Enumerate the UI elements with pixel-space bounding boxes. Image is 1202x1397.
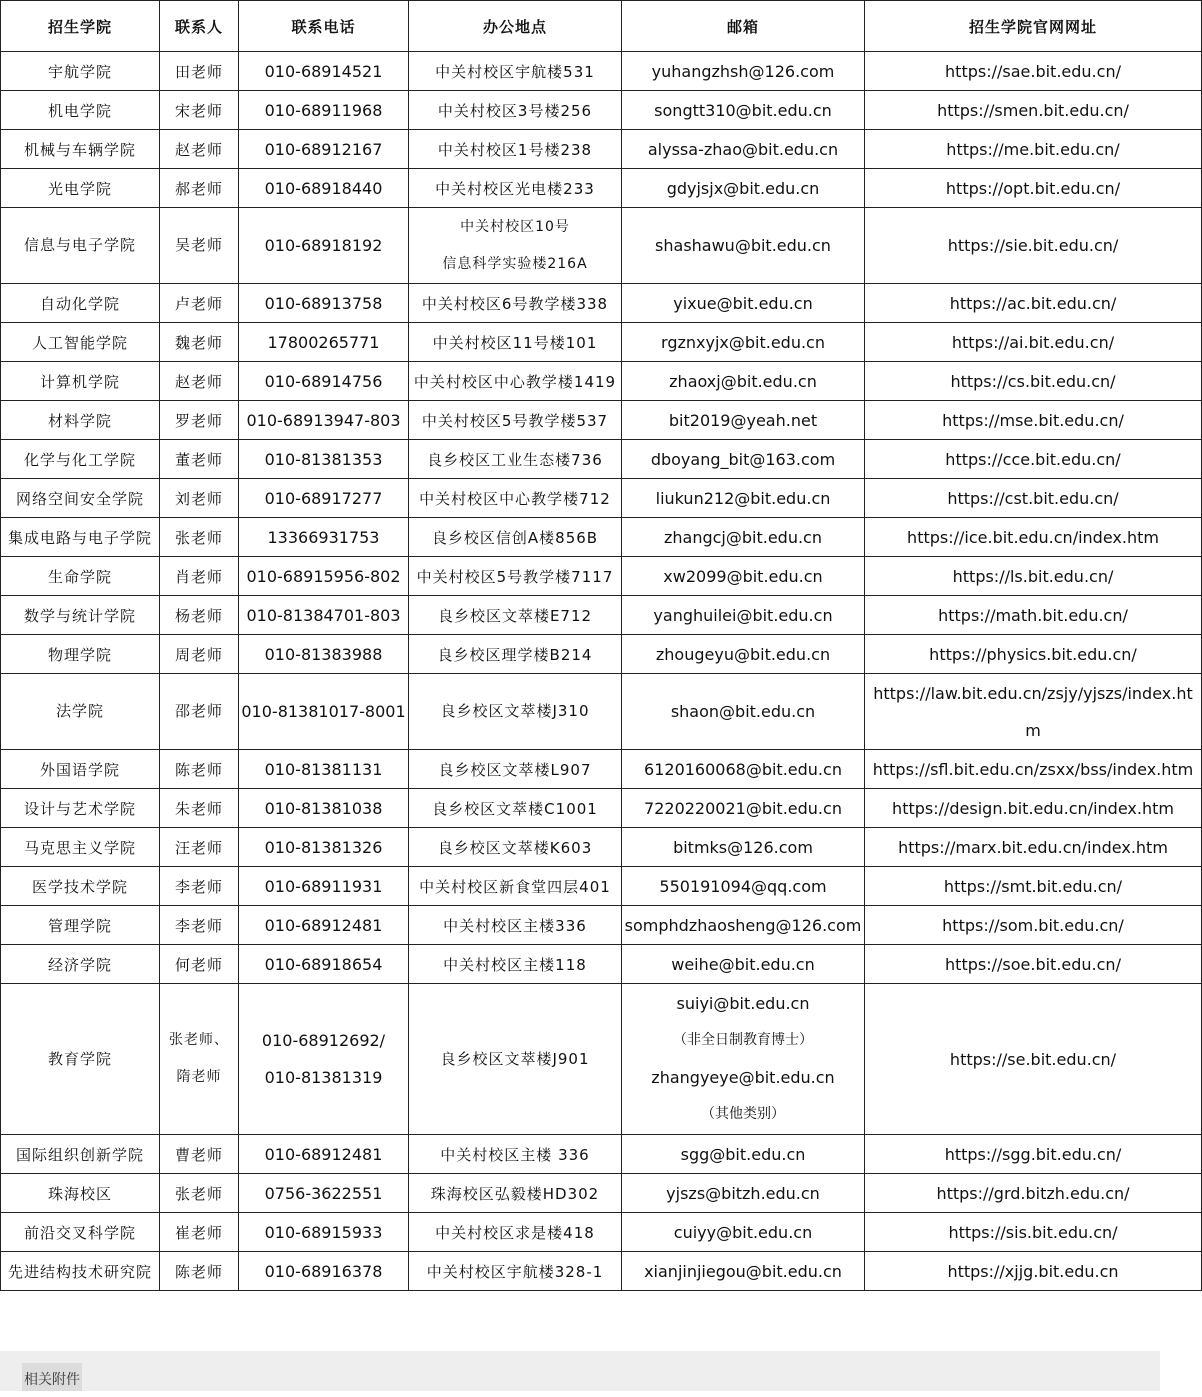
- college-cell: 集成电路与电子学院: [1, 518, 160, 557]
- contact-cell: 邵老师: [160, 674, 239, 750]
- college-cell: 机电学院: [1, 91, 160, 130]
- office-cell: 中关村校区5号教学楼7117: [409, 557, 622, 596]
- email-cell[interactable]: zhougeyu@bit.edu.cn: [622, 635, 865, 674]
- office-cell: 中关村校区11号楼101: [409, 323, 622, 362]
- table-row: [1, 362, 1202, 401]
- college-cell: 物理学院: [1, 635, 160, 674]
- website-cell[interactable]: https://cst.bit.edu.cn/: [865, 479, 1202, 518]
- website-cell[interactable]: https://ai.bit.edu.cn/: [865, 323, 1202, 362]
- phone-cell: 17800265771: [239, 323, 409, 362]
- email-cell[interactable]: yjszs@bitzh.edu.cn: [622, 1174, 865, 1213]
- office-cell: 良乡校区文萃楼L907: [409, 750, 622, 789]
- website-cell[interactable]: https://cce.bit.edu.cn/: [865, 440, 1202, 479]
- college-cell: 前沿交叉科学院: [1, 1213, 160, 1252]
- table-row: [1, 169, 1202, 208]
- contact-cell: 赵老师: [160, 130, 239, 169]
- table-row: [1, 789, 1202, 828]
- header-email: 邮箱: [622, 1, 865, 52]
- table-row: [1, 867, 1202, 906]
- email-cell[interactable]: weihe@bit.edu.cn: [622, 945, 865, 984]
- email-note: （非全日制教育博士）: [673, 1032, 813, 1048]
- college-cell: 生命学院: [1, 557, 160, 596]
- table-row: [1, 906, 1202, 945]
- college-cell: 教育学院: [1, 984, 160, 1135]
- college-cell: 计算机学院: [1, 362, 160, 401]
- table-row: [1, 208, 1202, 284]
- contact-cell: 赵老师: [160, 362, 239, 401]
- phone-cell: 010-68912481: [239, 1135, 409, 1174]
- email-cell[interactable]: zhangcj@bit.edu.cn: [622, 518, 865, 557]
- college-cell: 珠海校区: [1, 1174, 160, 1213]
- header-college: 招生学院: [1, 1, 160, 52]
- table-row: [1, 674, 1202, 750]
- email-cell[interactable]: shaon@bit.edu.cn: [622, 674, 865, 750]
- website-cell[interactable]: https://design.bit.edu.cn/index.htm: [865, 789, 1202, 828]
- email-cell[interactable]: yanghuilei@bit.edu.cn: [622, 596, 865, 635]
- email-cell[interactable]: shashawu@bit.edu.cn: [622, 208, 865, 284]
- table-row: [1, 401, 1202, 440]
- phone-cell: 010-68916378: [239, 1252, 409, 1291]
- contact-cell: 曹老师: [160, 1135, 239, 1174]
- contact-cell: 刘老师: [160, 479, 239, 518]
- office-cell: [409, 208, 622, 284]
- website-cell[interactable]: https://ice.bit.edu.cn/index.htm: [865, 518, 1202, 557]
- email-cell[interactable]: yixue@bit.edu.cn: [622, 284, 865, 323]
- email-cell[interactable]: liukun212@bit.edu.cn: [622, 479, 865, 518]
- phone-line: 010-68912692/: [261, 1031, 386, 1050]
- phone-cell: 010-68912481: [239, 906, 409, 945]
- email-cell[interactable]: yuhangzhsh@126.com: [622, 52, 865, 91]
- office-cell: 中关村校区主楼118: [409, 945, 622, 984]
- header-office: 办公地点: [409, 1, 622, 52]
- website-line: https://law.bit.edu.cn/zsjy/yjszs/index.ht: [873, 683, 1193, 703]
- website-cell[interactable]: https://mse.bit.edu.cn/: [865, 401, 1202, 440]
- table-row: [1, 596, 1202, 635]
- college-cell: 经济学院: [1, 945, 160, 984]
- header-contact: 联系人: [160, 1, 239, 52]
- phone-cell: 010-81383988: [239, 635, 409, 674]
- website-cell[interactable]: https://ac.bit.edu.cn/: [865, 284, 1202, 323]
- contact-cell: 李老师: [160, 906, 239, 945]
- website-cell[interactable]: https://physics.bit.edu.cn/: [865, 635, 1202, 674]
- table-row: [1, 1174, 1202, 1213]
- college-cell: 人工智能学院: [1, 323, 160, 362]
- email-note: （其他类别）: [701, 1106, 785, 1122]
- table-row: [1, 130, 1202, 169]
- office-cell: 中关村校区6号教学楼338: [409, 284, 622, 323]
- phone-cell: 010-68911931: [239, 867, 409, 906]
- email-cell[interactable]: [622, 984, 865, 1135]
- office-cell: 中关村校区求是楼418: [409, 1213, 622, 1252]
- contact-cell: 李老师: [160, 867, 239, 906]
- college-cell: 光电学院: [1, 169, 160, 208]
- phone-cell: 010-68915933: [239, 1213, 409, 1252]
- contact-cell: 朱老师: [160, 789, 239, 828]
- website-cell[interactable]: https://sae.bit.edu.cn/: [865, 52, 1202, 91]
- phone-cell: 13366931753: [239, 518, 409, 557]
- table-row: [1, 91, 1202, 130]
- table-row: [1, 1252, 1202, 1291]
- email-cell[interactable]: xianjinjiegou@bit.edu.cn: [622, 1252, 865, 1291]
- table-row: [1, 52, 1202, 91]
- table-row: [1, 984, 1202, 1135]
- phone-cell: 010-68913758: [239, 284, 409, 323]
- attachments-label[interactable]: 相关附件: [22, 1363, 82, 1391]
- office-cell: 良乡校区信创A楼856B: [409, 518, 622, 557]
- website-cell[interactable]: https://grd.bitzh.edu.cn/: [865, 1174, 1202, 1213]
- website-cell[interactable]: https://me.bit.edu.cn/: [865, 130, 1202, 169]
- office-cell: 中关村校区宇航楼328-1: [409, 1252, 622, 1291]
- college-cell: 宇航学院: [1, 52, 160, 91]
- contact-cell: 杨老师: [160, 596, 239, 635]
- phone-cell: 010-68918654: [239, 945, 409, 984]
- phone-cell: 010-81381326: [239, 828, 409, 867]
- contact-cell: 魏老师: [160, 323, 239, 362]
- table-row: [1, 828, 1202, 867]
- office-cell: 珠海校区弘毅楼HD302: [409, 1174, 622, 1213]
- contact-cell: 汪老师: [160, 828, 239, 867]
- college-cell: 国际组织创新学院: [1, 1135, 160, 1174]
- website-cell[interactable]: https://ls.bit.edu.cn/: [865, 557, 1202, 596]
- college-cell: 数学与统计学院: [1, 596, 160, 635]
- phone-cell: 010-68911968: [239, 91, 409, 130]
- office-line: 中关村校区10号: [460, 218, 570, 235]
- contact-cell: 肖老师: [160, 557, 239, 596]
- office-cell: 良乡校区文萃楼C1001: [409, 789, 622, 828]
- office-cell: 中关村校区中心教学楼1419: [409, 362, 622, 401]
- contact-cell: 张老师: [160, 518, 239, 557]
- email-cell[interactable]: bitmks@126.com: [622, 828, 865, 867]
- table-row: [1, 440, 1202, 479]
- contact-cell: 郝老师: [160, 169, 239, 208]
- email-cell[interactable]: 6120160068@bit.edu.cn: [622, 750, 865, 789]
- office-cell: 中关村校区主楼336: [409, 906, 622, 945]
- header-website: 招生学院官网网址: [865, 1, 1202, 52]
- office-cell: 良乡校区文萃楼K603: [409, 828, 622, 867]
- office-cell: 中关村校区光电楼233: [409, 169, 622, 208]
- email-cell[interactable]: somphdzhaosheng@126.com: [622, 906, 865, 945]
- website-cell[interactable]: https://sie.bit.edu.cn/: [865, 208, 1202, 284]
- email-cell[interactable]: 7220220021@bit.edu.cn: [622, 789, 865, 828]
- website-line: m: [1025, 720, 1041, 740]
- website-cell[interactable]: https://sgg.bit.edu.cn/: [865, 1135, 1202, 1174]
- phone-cell: 0756-3622551: [239, 1174, 409, 1213]
- contact-cell: 张老师: [160, 1174, 239, 1213]
- contact-cell: 罗老师: [160, 401, 239, 440]
- contact-cell: 崔老师: [160, 1213, 239, 1252]
- contact-cell: 田老师: [160, 52, 239, 91]
- table-row: [1, 323, 1202, 362]
- table-header-row: [1, 1, 1202, 52]
- phone-cell: 010-68918440: [239, 169, 409, 208]
- phone-line: 010-81381319: [264, 1068, 383, 1087]
- contact-cell: 陈老师: [160, 1252, 239, 1291]
- table-row: [1, 518, 1202, 557]
- website-cell[interactable]: https://sis.bit.edu.cn/: [865, 1213, 1202, 1252]
- phone-cell: 010-68914756: [239, 362, 409, 401]
- website-cell[interactable]: https://smen.bit.edu.cn/: [865, 91, 1202, 130]
- email-line[interactable]: zhangyeye@bit.edu.cn: [651, 1068, 835, 1087]
- phone-cell: 010-68917277: [239, 479, 409, 518]
- phone-cell: 010-81381038: [239, 789, 409, 828]
- college-cell: 自动化学院: [1, 284, 160, 323]
- email-cell[interactable]: gdyjsjx@bit.edu.cn: [622, 169, 865, 208]
- office-cell: 良乡校区工业生态楼736: [409, 440, 622, 479]
- phone-cell: [239, 984, 409, 1135]
- email-cell[interactable]: 550191094@qq.com: [622, 867, 865, 906]
- header-phone: 联系电话: [239, 1, 409, 52]
- college-cell: 材料学院: [1, 401, 160, 440]
- contact-cell: 董老师: [160, 440, 239, 479]
- contact-line: 张老师、: [169, 1032, 229, 1048]
- office-cell: 中关村校区新食堂四层401: [409, 867, 622, 906]
- phone-cell: 010-68912167: [239, 130, 409, 169]
- website-cell[interactable]: https://cs.bit.edu.cn/: [865, 362, 1202, 401]
- college-cell: 先进结构技术研究院: [1, 1252, 160, 1291]
- contact-cell: 卢老师: [160, 284, 239, 323]
- phone-cell: 010-81381353: [239, 440, 409, 479]
- office-line: 信息科学实验楼216A: [442, 255, 588, 272]
- website-cell[interactable]: https://se.bit.edu.cn/: [865, 984, 1202, 1135]
- office-cell: 中关村校区主楼 336: [409, 1135, 622, 1174]
- email-cell[interactable]: sgg@bit.edu.cn: [622, 1135, 865, 1174]
- office-cell: 中关村校区3号楼256: [409, 91, 622, 130]
- college-cell: 医学技术学院: [1, 867, 160, 906]
- table-row: [1, 557, 1202, 596]
- college-cell: 马克思主义学院: [1, 828, 160, 867]
- contact-cell: 宋老师: [160, 91, 239, 130]
- phone-cell: 010-81381017-8001: [239, 674, 409, 750]
- phone-cell: 010-81381131: [239, 750, 409, 789]
- contact-cell: 周老师: [160, 635, 239, 674]
- college-cell: 管理学院: [1, 906, 160, 945]
- college-cell: 法学院: [1, 674, 160, 750]
- contact-cell: 吴老师: [160, 208, 239, 284]
- email-cell[interactable]: songtt310@bit.edu.cn: [622, 91, 865, 130]
- phone-cell: 010-68915956-802: [239, 557, 409, 596]
- contact-cell: [160, 984, 239, 1135]
- attachments-bar: [0, 1351, 1160, 1391]
- email-cell[interactable]: dboyang_bit@163.com: [622, 440, 865, 479]
- website-cell[interactable]: https://xjjg.bit.edu.cn: [865, 1252, 1202, 1291]
- email-cell[interactable]: zhaoxj@bit.edu.cn: [622, 362, 865, 401]
- college-cell: 信息与电子学院: [1, 208, 160, 284]
- email-cell[interactable]: bit2019@yeah.net: [622, 401, 865, 440]
- table-row: [1, 284, 1202, 323]
- table-row: [1, 945, 1202, 984]
- office-cell: 中关村校区5号教学楼537: [409, 401, 622, 440]
- phone-cell: 010-68914521: [239, 52, 409, 91]
- phone-cell: 010-68918192: [239, 208, 409, 284]
- college-cell: 设计与艺术学院: [1, 789, 160, 828]
- phone-cell: 010-81384701-803: [239, 596, 409, 635]
- office-cell: 良乡校区理学楼B214: [409, 635, 622, 674]
- table-row: [1, 750, 1202, 789]
- website-cell[interactable]: https://marx.bit.edu.cn/index.htm: [865, 828, 1202, 867]
- table-row: [1, 635, 1202, 674]
- email-cell[interactable]: xw2099@bit.edu.cn: [622, 557, 865, 596]
- contact-line: 隋老师: [176, 1069, 222, 1085]
- table-row: [1, 1135, 1202, 1174]
- website-cell[interactable]: https://smt.bit.edu.cn/: [865, 867, 1202, 906]
- website-cell[interactable]: https://opt.bit.edu.cn/: [865, 169, 1202, 208]
- email-cell[interactable]: rgznxyjx@bit.edu.cn: [622, 323, 865, 362]
- email-line[interactable]: suiyi@bit.edu.cn: [676, 994, 810, 1013]
- contact-cell: 何老师: [160, 945, 239, 984]
- office-cell: 良乡校区文萃楼J310: [409, 674, 622, 750]
- table-row: [1, 479, 1202, 518]
- website-cell[interactable]: https://soe.bit.edu.cn/: [865, 945, 1202, 984]
- website-cell[interactable]: https://math.bit.edu.cn/: [865, 596, 1202, 635]
- contact-cell: 陈老师: [160, 750, 239, 789]
- table-row: [1, 1213, 1202, 1252]
- office-cell: 良乡校区文萃楼J901: [409, 984, 622, 1135]
- office-cell: 中关村校区宇航楼531: [409, 52, 622, 91]
- college-cell: 机械与车辆学院: [1, 130, 160, 169]
- college-cell: 外国语学院: [1, 750, 160, 789]
- email-cell[interactable]: cuiyy@bit.edu.cn: [622, 1213, 865, 1252]
- office-cell: 良乡校区文萃楼E712: [409, 596, 622, 635]
- email-cell[interactable]: alyssa-zhao@bit.edu.cn: [622, 130, 865, 169]
- website-cell[interactable]: https://som.bit.edu.cn/: [865, 906, 1202, 945]
- office-cell: 中关村校区中心教学楼712: [409, 479, 622, 518]
- phone-cell: 010-68913947-803: [239, 401, 409, 440]
- college-cell: 化学与化工学院: [1, 440, 160, 479]
- website-cell[interactable]: [865, 674, 1202, 750]
- website-cell[interactable]: https://sfl.bit.edu.cn/zsxx/bss/index.htm: [865, 750, 1202, 789]
- college-cell: 网络空间安全学院: [1, 479, 160, 518]
- office-cell: 中关村校区1号楼238: [409, 130, 622, 169]
